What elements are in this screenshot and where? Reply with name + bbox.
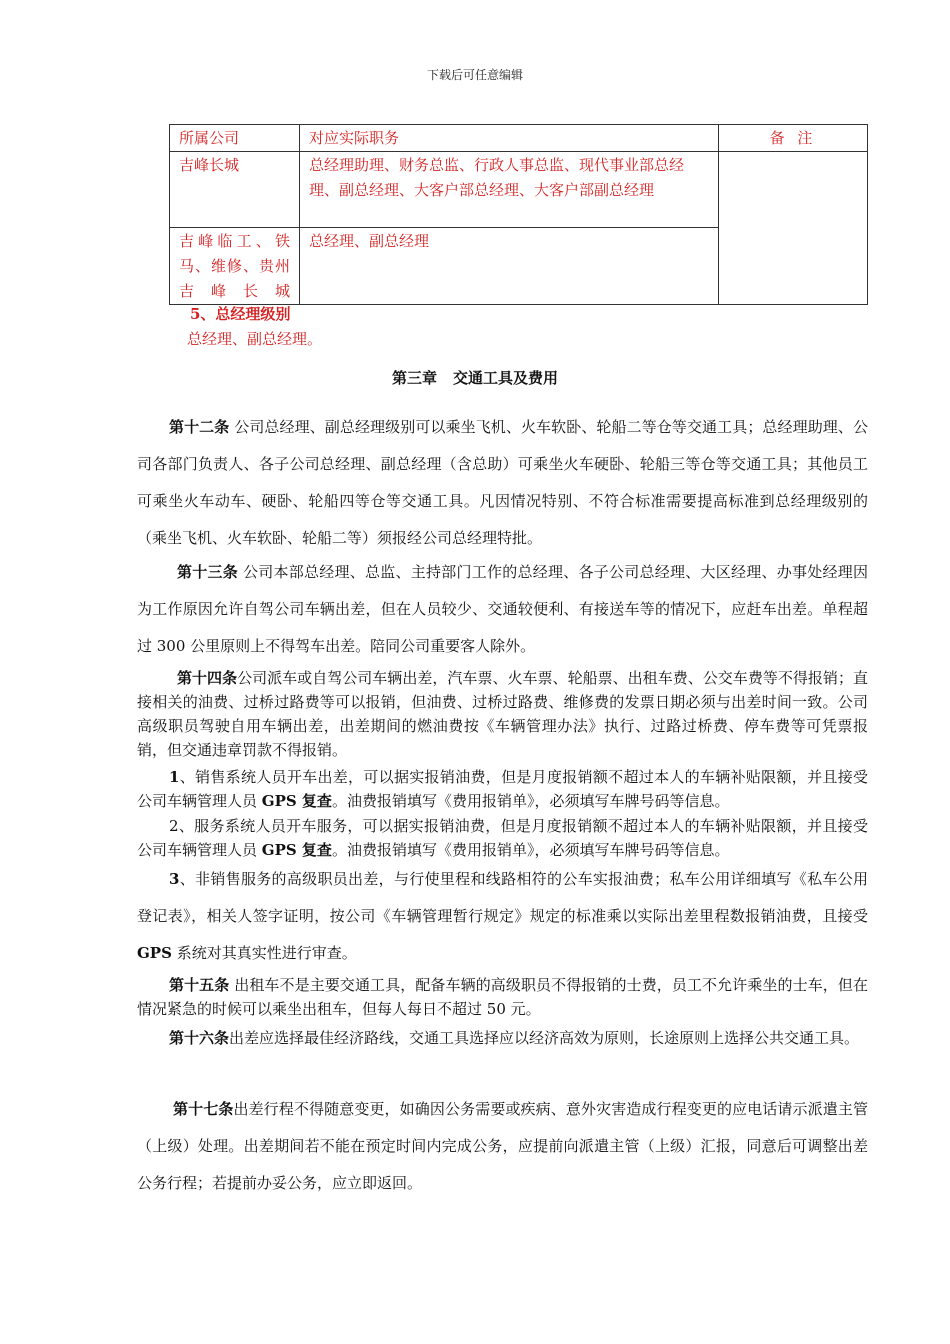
header-remarks: 备 注	[719, 125, 868, 152]
section-5-title: 5、总经理级别	[190, 305, 291, 323]
article-label: 第十六条	[169, 1029, 230, 1047]
article-12	[137, 409, 868, 557]
item-text: 2、服务系统人员开车服务，可以据实报销油费，但是月度报销额不超过本人的车辆补贴限额，并且接受公司车辆管理人员	[137, 817, 868, 859]
article-text: 公司本部总经理、总监、主持部门工作的总经理、各子公司总经理、大区经理、办事处经理因为工作原因允许自驾公司车辆出差，但在人员较少、交通较便利、有接送车等的情况下，应赶车出差。单程超过 300 公里原则上不得驾车出差。陪同公司重要客人除外。	[137, 563, 868, 655]
item-text: 、销售系统人员开车出差，可以据实报销油费，但是月度报销额不超过本人的车辆补贴限额，并且接受公司车辆管理人员	[137, 768, 868, 810]
position-table	[169, 124, 868, 305]
article-text: 出租车不是主要交通工具，配备车辆的高级职员不得报销的士费，员工不允许乘坐的士车，但在情况紧急的时候可以乘坐出租车，但每人每日不超过 50 元。	[137, 976, 868, 1018]
table-row	[170, 152, 868, 228]
chapter-number: 第三章	[391, 369, 437, 387]
item-emphasis: GPS 复查	[261, 792, 332, 810]
item-text: 。油费报销填写《费用报销单》，必须填写车牌号码等信息。	[331, 792, 730, 810]
article-text: 出差行程不得随意变更，如确因公务需要或疾病、意外灾害造成行程变更的应电话请示派遣主管（上级）处理。出差期间若不能在预定时间内完成公务，应提前向派遣主管（上级）汇报，同意后可调整出差公务行程；若提前办妥公务，应立即返回。	[137, 1100, 868, 1192]
item-emphasis: GPS	[137, 944, 172, 962]
article-13	[137, 554, 868, 665]
cell-remarks	[719, 152, 868, 305]
article-text: 公司派车或自驾公司车辆出差，汽车票、火车票、轮船票、出租车费、公交车费等不得报销；直接相关的油费、过桥过路费等可以报销，但油费、过桥过路费、维修费的发票日期必须与出差时间一致。公司高级职员驾驶自用车辆出差，出差期间的燃油费按《车辆管理办法》执行、过路过桥费、停车费等可凭票报销，但交通违章罚款不得报销。	[137, 669, 868, 759]
article-15	[137, 973, 868, 1021]
article-label: 第十五条	[169, 976, 230, 994]
item-emphasis: GPS 复查	[261, 841, 332, 859]
article-16	[137, 1020, 868, 1057]
cell-company: 吉峰长城	[170, 152, 300, 228]
article-text: 公司总经理、副总经理级别可以乘坐飞机、火车软卧、轮船二等仓等交通工具；总经理助理、公司各部门负责人、各子公司总经理、副总经理（含总助）可乘坐火车硬卧、轮船三等仓等交通工具；其他员工可乘坐火车动车、硬卧、轮船四等仓等交通工具。凡因情况特别、不符合标准需要提高标准到总经理级别的（乘坐飞机、火车软卧、轮船二等）须报经公司总经理特批。	[137, 418, 868, 547]
item-text: 、非销售服务的高级职员出差，与行使里程和线路相符的公车实报油费；私车公用详细填写《私车公用登记表》，相关人签字证明，按公司《车辆管理暂行规定》规定的标准乘以实际出差里程数报销油费，且接受	[137, 870, 868, 925]
item-number: 1	[169, 768, 180, 786]
cell-company: 吉峰临工、铁马、维修、贵州吉峰长城	[170, 228, 300, 305]
item-text: 。油费报销填写《费用报销单》，必须填写车牌号码等信息。	[331, 841, 730, 859]
section-5-body: 总经理、副总经理。	[187, 330, 323, 348]
cell-positions: 总经理、副总经理	[300, 228, 719, 305]
page-header: 下载后可任意编辑	[426, 68, 523, 82]
article-label: 第十七条	[173, 1100, 234, 1118]
cell-positions: 总经理助理、财务总监、行政人事总监、现代事业部总经理、副总经理、大客户部总经理、大客户部副总经理	[300, 152, 719, 228]
item-number: 3	[169, 870, 180, 888]
item-3	[137, 861, 868, 972]
item-2	[137, 814, 868, 862]
header-positions: 对应实际职务	[300, 125, 719, 152]
chapter-title	[0, 367, 950, 388]
item-1	[137, 765, 868, 813]
header-company: 所属公司	[170, 125, 300, 152]
article-label: 第十三条	[177, 563, 238, 581]
article-14	[137, 666, 868, 762]
table-header-row	[170, 125, 868, 152]
article-label: 第十二条	[169, 418, 230, 436]
item-text: 系统对其真实性进行审查。	[171, 944, 357, 962]
article-17	[137, 1091, 868, 1202]
chapter-name: 交通工具及费用	[453, 369, 559, 387]
article-text: 出差应选择最佳经济路线，交通工具选择应以经济高效为原则，长途原则上选择公共交通工具。	[229, 1029, 860, 1047]
article-label: 第十四条	[177, 669, 238, 687]
